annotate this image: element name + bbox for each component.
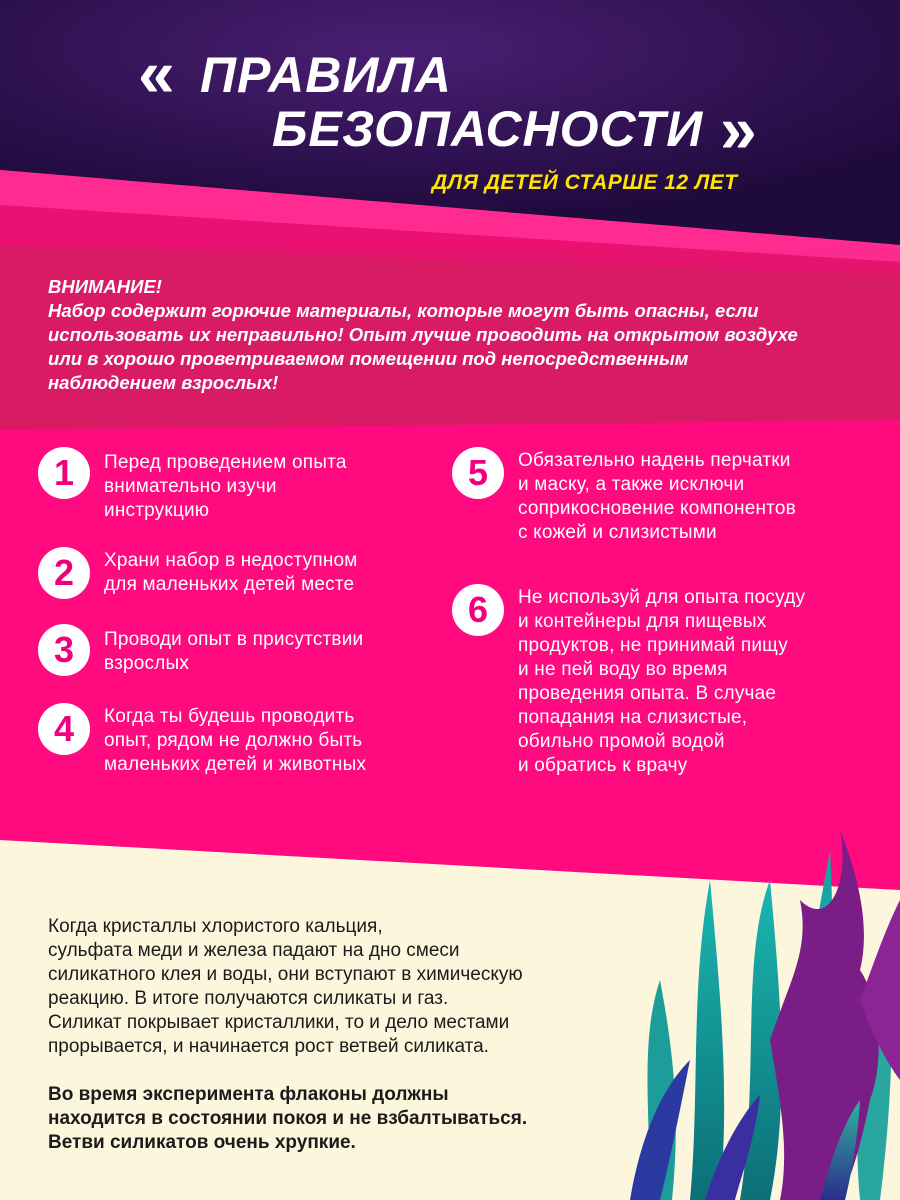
rule-item-3 bbox=[38, 624, 363, 676]
rule-line: Храни набор в недоступном bbox=[104, 550, 358, 571]
rule-line: опыт, рядом не должно быть bbox=[104, 730, 363, 751]
info-line: прорывается, и начинается рост ветвей силиката. bbox=[48, 1036, 489, 1057]
rule-line: и контейнеры для пищевых bbox=[518, 611, 767, 632]
rule-line: инструкцию bbox=[104, 500, 210, 521]
rule-line: соприкосновение компонентов bbox=[518, 498, 796, 519]
chevron-right-icon: » bbox=[720, 92, 747, 166]
rule-item-5 bbox=[452, 447, 796, 545]
rule-line: с кожей и слизистыми bbox=[518, 522, 717, 543]
rule-line: продуктов, не принимай пищу bbox=[518, 635, 788, 656]
rule-line: внимательно изучи bbox=[104, 476, 277, 497]
chevron-left-icon: « bbox=[138, 36, 165, 110]
rule-number-badge: 3 bbox=[38, 624, 90, 676]
rule-number-badge: 6 bbox=[452, 584, 504, 636]
info-line: сульфата меди и железа падают на дно смеси bbox=[48, 940, 460, 961]
rule-line: взрослых bbox=[104, 653, 190, 674]
rule-item-4 bbox=[38, 703, 366, 777]
page-title-line-1: ПРАВИЛА bbox=[200, 47, 452, 103]
info-paragraph-caution bbox=[48, 1083, 668, 1155]
rule-number-badge: 1 bbox=[38, 447, 90, 499]
warning-line: использовать их неправильно! Опыт лучше проводить на открытом воздухе bbox=[48, 324, 798, 345]
info-block bbox=[48, 915, 668, 1179]
rule-line: для маленьких детей месте bbox=[104, 574, 355, 595]
rule-line: Не используй для опыта посуду bbox=[518, 587, 806, 608]
info-line: Силикат покрывает кристаллики, то и дело местами bbox=[48, 1012, 510, 1033]
info-line: Когда кристаллы хлористого кальция, bbox=[48, 916, 383, 937]
info-paragraph-reaction bbox=[48, 915, 668, 1059]
rule-item-2 bbox=[38, 547, 358, 599]
rule-text bbox=[104, 451, 347, 523]
rule-line: Обязательно надень перчатки bbox=[518, 450, 791, 471]
rule-number-badge: 2 bbox=[38, 547, 90, 599]
rule-line: проведения опыта. В случае bbox=[518, 683, 777, 704]
rule-text bbox=[104, 628, 363, 676]
rule-item-6 bbox=[452, 584, 805, 778]
info-line: находится в состоянии покоя и не взбалтываться. bbox=[48, 1108, 528, 1129]
rule-number-badge: 4 bbox=[38, 703, 90, 755]
info-line: силикатного клея и воды, они вступают в химическую bbox=[48, 964, 523, 985]
age-subtitle: ДЛЯ ДЕТЕЙ СТАРШЕ 12 ЛЕТ bbox=[432, 171, 738, 194]
info-line: реакцию. В итоге получаются силикаты и газ. bbox=[48, 988, 449, 1009]
rule-number-badge: 5 bbox=[452, 447, 504, 499]
info-line: Во время эксперимента флаконы должны bbox=[48, 1084, 449, 1105]
rule-line: Перед проведением опыта bbox=[104, 452, 347, 473]
rule-text bbox=[518, 586, 805, 778]
rule-item-1 bbox=[38, 447, 347, 523]
rule-line: и маску, а также исключи bbox=[518, 474, 745, 495]
rule-line: маленьких детей и животных bbox=[104, 754, 367, 775]
page-title-line-2: БЕЗОПАСНОСТИ bbox=[272, 101, 704, 157]
warning-heading: ВНИМАНИЕ! bbox=[48, 276, 162, 297]
info-line: Ветви силикатов очень хрупкие. bbox=[48, 1132, 356, 1153]
rule-line: и не пей воду во время bbox=[518, 659, 728, 680]
rule-line: попадания на слизистые, bbox=[518, 707, 748, 728]
warning-line: наблюдением взрослых! bbox=[48, 372, 279, 393]
rule-line: Проводи опыт в присутствии bbox=[104, 629, 364, 650]
warning-block bbox=[48, 275, 878, 395]
rule-line: и обратись к врачу bbox=[518, 755, 688, 776]
rule-text bbox=[104, 705, 366, 777]
rule-text bbox=[518, 449, 796, 545]
warning-line: Набор содержит горючие материалы, которые могут быть опасны, если bbox=[48, 300, 759, 321]
rule-text bbox=[104, 549, 358, 597]
rule-line: обильно промой водой bbox=[518, 731, 725, 752]
rule-line: Когда ты будешь проводить bbox=[104, 706, 355, 727]
warning-line: или в хорошо проветриваемом помещении под непосредственным bbox=[48, 348, 689, 369]
